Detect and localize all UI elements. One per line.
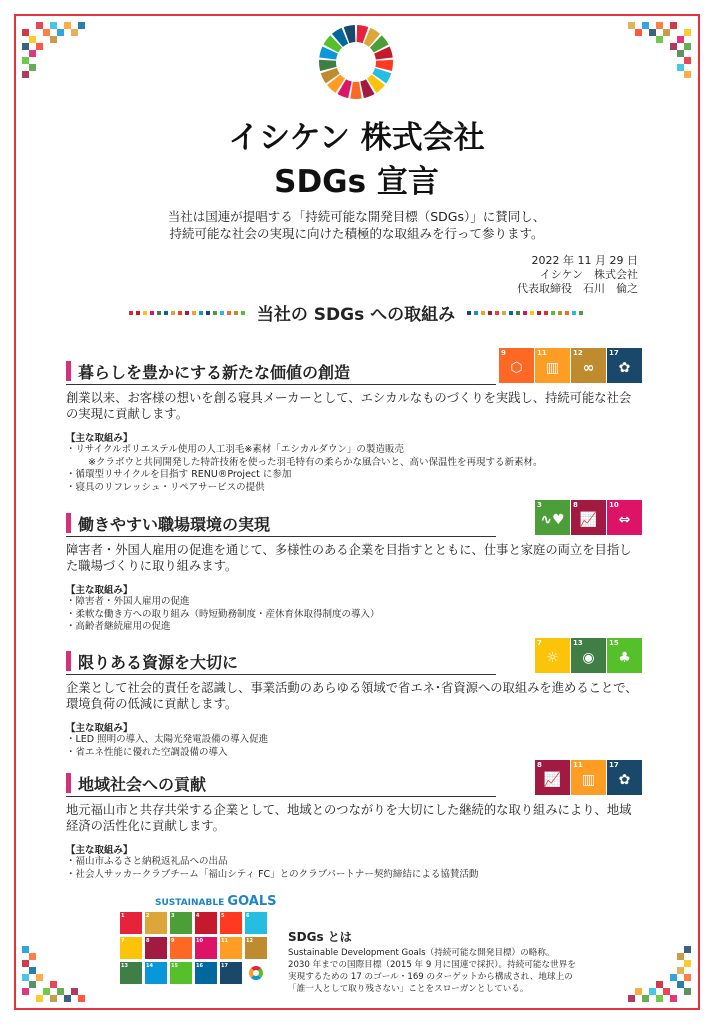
color-square xyxy=(50,981,57,988)
color-square xyxy=(684,988,691,995)
color-square xyxy=(36,43,43,50)
initiative-item: ・循環型リサイクルを目指す RENU®Project に参加 xyxy=(66,469,292,480)
dot xyxy=(129,311,133,315)
sdg-goal-12-icon: 12 xyxy=(245,937,267,959)
corner-decoration xyxy=(16,14,80,78)
dot xyxy=(150,311,154,315)
color-square xyxy=(36,22,43,29)
color-square xyxy=(22,974,29,981)
sdg-goal-5-icon: 5 xyxy=(220,912,242,934)
sdg-goal-10-icon: 10 ⇔ xyxy=(607,500,642,535)
initiative-body: 地元福山市と共存共栄する企業として、地域とのつながりを大切にした継続的な取り組みにより、地域経済の活性化に貢献します。 xyxy=(66,803,632,833)
sdg-goal-2-icon: 2 xyxy=(145,912,167,934)
company-title: イシケン 株式会社 xyxy=(228,120,485,156)
initiative-item: ・省エネ性能に優れた空調設備の導入 xyxy=(66,746,228,758)
initiative-item: ・福山市ふるさと納税返礼品への出品 xyxy=(66,856,228,867)
color-square xyxy=(677,36,684,43)
sdg-goal-11-icon: 11 ▥ xyxy=(571,760,606,795)
color-square xyxy=(635,29,642,36)
sdg-goal-11-icon: 11 xyxy=(220,937,242,959)
color-square xyxy=(36,974,43,981)
color-square xyxy=(71,29,78,36)
main-initiatives-label: 【主な取組み】 xyxy=(66,723,133,734)
color-square xyxy=(649,29,656,36)
dot xyxy=(558,311,562,315)
color-square xyxy=(50,36,57,43)
sdg-goal-9-icon: 9 ⬡ xyxy=(499,348,534,383)
initiative-section xyxy=(66,760,642,881)
color-square xyxy=(22,29,29,36)
initiative-item: ※クラボウと共同開発した特許技術を使った羽毛特有の柔らかな風合いと、高い保温性を再現する新素材。 xyxy=(88,456,543,468)
color-square xyxy=(57,988,64,995)
dot xyxy=(509,311,513,315)
dot xyxy=(241,311,245,315)
color-square xyxy=(57,29,64,36)
main-initiatives-label: 【主な取組み】 xyxy=(66,585,133,596)
sdgs-goals-logo xyxy=(120,894,277,984)
dot xyxy=(213,311,217,315)
dot xyxy=(220,311,224,315)
declaration-title: SDGs 宣言 xyxy=(274,164,439,200)
dot xyxy=(185,311,189,315)
initiative-title: 暮らしを豊かにする新たな価値の創造 xyxy=(78,363,351,382)
intro-text xyxy=(0,208,713,242)
main-initiatives-label: 【主な取組み】 xyxy=(66,433,133,444)
dot xyxy=(544,311,548,315)
color-square xyxy=(684,960,691,967)
color-square xyxy=(22,57,29,64)
dot xyxy=(192,311,196,315)
representative: 代表取締役 石川 倫之 xyxy=(517,282,638,295)
initiative-title: 地域社会への貢献 xyxy=(78,775,207,794)
initiative-body: 障害者・外国人雇用の促進を通じて、多様性のある企業を目指すとともに、仕事と家庭の両立を目指した職場づくりに取り組みます。 xyxy=(66,543,632,573)
color-square xyxy=(22,43,29,50)
initiative-item: ・社会人サッカークラブチーム「福山シティ FC」とのクラブパートナー契約締結による協賛活動 xyxy=(66,868,479,880)
about-sdgs xyxy=(288,928,678,995)
color-square xyxy=(22,988,29,995)
date: 2022 年 11 月 29 日 xyxy=(531,254,638,267)
sdg-goal-9-icon: 9 xyxy=(170,937,192,959)
sdg-goal-15-icon: 15 ♣ xyxy=(607,638,642,673)
heading-underline xyxy=(66,674,496,675)
sdg-goal-1-icon: 1 xyxy=(120,912,142,934)
color-square xyxy=(22,71,29,78)
dot xyxy=(523,311,527,315)
sdg-goal-11-icon: 11 ▥ xyxy=(535,348,570,383)
heading-underline xyxy=(66,384,496,385)
dot xyxy=(474,311,478,315)
sdg-goal-6-icon: 6 xyxy=(245,912,267,934)
color-square xyxy=(670,22,677,29)
sdg-goal-17-icon: 17 ✿ xyxy=(607,760,642,795)
color-square xyxy=(78,22,85,29)
initiative-item: ・寝具のリフレッシュ・リペアサービスの提供 xyxy=(66,481,265,493)
sdg-goal-3-icon: 3 xyxy=(170,912,192,934)
sdg-goal-17-icon: 17 xyxy=(220,962,242,984)
corner-decoration xyxy=(16,946,80,1010)
color-square xyxy=(29,953,36,960)
dot xyxy=(495,311,499,315)
color-square xyxy=(684,71,691,78)
about-line: Sustainable Development Goals（持続可能な開発目標）の略称。 xyxy=(288,948,555,958)
dot xyxy=(537,311,541,315)
dot xyxy=(234,311,238,315)
dot xyxy=(488,311,492,315)
initiative-items xyxy=(66,856,642,881)
color-square xyxy=(50,995,57,1002)
about-line: 2030 年までの国際目標（2015 年 9 月に国連で採択）。持続可能な世界を xyxy=(288,960,576,970)
color-square xyxy=(78,995,85,1002)
dot xyxy=(467,311,471,315)
main-initiatives-label: 【主な取組み】 xyxy=(66,845,133,856)
heading-accent-bar xyxy=(66,773,71,793)
sdg-goal-3-icon: 3 ∿♥ xyxy=(535,500,570,535)
color-square xyxy=(50,22,57,29)
initiative-item: ・障害者・外国人雇用の促進 xyxy=(66,596,190,607)
initiative-item: ・LED 照明の導入、太陽光発電設備の導入促進 xyxy=(66,734,269,745)
dot xyxy=(516,311,520,315)
sdg-goal-4-icon: 4 xyxy=(195,912,217,934)
sdg-goal-13-icon: 13 xyxy=(120,962,142,984)
dot xyxy=(199,311,203,315)
sdgs-wheel-logo xyxy=(316,22,396,102)
dot xyxy=(143,311,147,315)
color-square xyxy=(677,50,684,57)
dot-divider xyxy=(467,311,583,315)
heading-accent-bar xyxy=(66,651,71,671)
initiative-item: ・高齢者継続雇用の促進 xyxy=(66,621,171,632)
dot xyxy=(206,311,210,315)
corner-decoration xyxy=(633,14,697,78)
dot xyxy=(502,311,506,315)
heading-accent-bar xyxy=(66,361,71,381)
color-square xyxy=(29,64,36,71)
sdg-goal-13-icon: 13 ◉ xyxy=(571,638,606,673)
initiative-body: 企業として社会的責任を認識し、事業活動のあらゆる領域で省エネ･省資源への取組みを進めることで、環境負荷の低減に貢献します。 xyxy=(66,681,638,711)
dot xyxy=(164,311,168,315)
sdg-goal-10-icon: 10 xyxy=(195,937,217,959)
sdg-goal-icons xyxy=(535,638,642,673)
color-square xyxy=(628,995,635,1002)
color-square xyxy=(677,953,684,960)
initiative-items xyxy=(66,444,642,494)
sdg-goal-17-icon: 17 ✿ xyxy=(607,348,642,383)
sdg-goal-7-icon: 7 xyxy=(120,937,142,959)
dot xyxy=(157,311,161,315)
color-square xyxy=(677,981,684,988)
dot xyxy=(530,311,534,315)
color-square xyxy=(684,974,691,981)
initiative-items xyxy=(66,596,642,634)
color-square xyxy=(656,36,663,43)
color-square xyxy=(29,967,36,974)
dot xyxy=(565,311,569,315)
color-square xyxy=(36,995,43,1002)
dot xyxy=(227,311,231,315)
dot-divider xyxy=(129,311,245,315)
color-square xyxy=(656,22,663,29)
color-square xyxy=(628,22,635,29)
heading-accent-bar xyxy=(66,513,71,533)
intro-line: 当社は国連が提唱する「持続可能な開発目標（SDGs）」に賛同し、 xyxy=(167,209,546,224)
dot xyxy=(572,311,576,315)
color-square xyxy=(71,988,78,995)
about-title: SDGs とは xyxy=(288,930,352,944)
color-square xyxy=(684,43,691,50)
initiative-section xyxy=(66,638,642,759)
color-square xyxy=(684,57,691,64)
sdg-goal-icons xyxy=(499,348,642,383)
sdgs-wheel-icon xyxy=(245,962,267,984)
color-square xyxy=(677,967,684,974)
sdg-goal-8-icon: 8 xyxy=(145,937,167,959)
color-square xyxy=(677,64,684,71)
sdg-goal-16-icon: 16 xyxy=(195,962,217,984)
color-square xyxy=(22,946,29,953)
color-square xyxy=(43,29,50,36)
sdg-goal-15-icon: 15 xyxy=(170,962,192,984)
color-square xyxy=(29,36,36,43)
dot xyxy=(551,311,555,315)
sdg-goal-14-icon: 14 xyxy=(145,962,167,984)
sdg-goal-icons xyxy=(535,760,642,795)
wheel-segment xyxy=(350,82,361,99)
color-square xyxy=(22,960,29,967)
sdg-goal-7-icon: 7 ☼ xyxy=(535,638,570,673)
color-square xyxy=(663,29,670,36)
initiative-section xyxy=(66,500,642,634)
initiative-body: 創業以来、お客様の想いを創る寝具メーカーとして、エシカルなものづくりを実践し、持続可能な社会の実現に貢献します。 xyxy=(66,391,632,421)
color-square xyxy=(43,988,50,995)
color-square xyxy=(670,43,677,50)
color-square xyxy=(642,22,649,29)
color-square xyxy=(29,981,36,988)
section-heading xyxy=(66,300,646,325)
color-square xyxy=(656,995,663,1002)
company-name: イシケン 株式会社 xyxy=(539,268,638,281)
color-square xyxy=(64,995,71,1002)
dot xyxy=(136,311,140,315)
color-square xyxy=(684,29,691,36)
signature-block xyxy=(517,254,638,296)
initiative-section xyxy=(66,348,642,494)
about-line: 実現するための 17 のゴール・169 のターゲットから構成され、地球上の xyxy=(288,972,573,982)
sdg-goal-12-icon: 12 ∞ xyxy=(571,348,606,383)
initiative-title: 限りある資源を大切に xyxy=(78,653,239,672)
dot xyxy=(178,311,182,315)
dot xyxy=(171,311,175,315)
color-square xyxy=(29,50,36,57)
color-square xyxy=(64,22,71,29)
color-square xyxy=(684,946,691,953)
heading-underline xyxy=(66,536,496,537)
color-square xyxy=(670,995,677,1002)
intro-line: 持続可能な社会の実現に向けた積極的な取組みを行って参ります。 xyxy=(169,226,544,241)
initiative-item: ・柔軟な働き方への取り組み（時短勤務制度・産休育休取得制度の導入） xyxy=(66,608,380,620)
sdg-goal-8-icon: 8 📈 xyxy=(571,500,606,535)
goals-grid xyxy=(120,912,277,984)
sdg-goal-icons xyxy=(535,500,642,535)
initiative-items xyxy=(66,734,642,759)
dot xyxy=(481,311,485,315)
about-line: 「誰一人として取り残さない」ことをスローガンとしている。 xyxy=(288,984,529,994)
heading-underline xyxy=(66,796,496,797)
sdg-goal-8-icon: 8 📈 xyxy=(535,760,570,795)
initiative-title: 働きやすい職場環境の実現 xyxy=(78,515,271,534)
dot xyxy=(579,311,583,315)
initiative-item: ・リサイクルポリエステル使用の人工羽毛※素材「エシカルダウン」の製造販売 xyxy=(66,444,404,455)
section-heading-text: 当社の SDGs への取組み xyxy=(256,305,456,325)
color-square xyxy=(642,995,649,1002)
sustainable-development-goals-logo: SUSTAINABLE GOALS xyxy=(155,894,277,909)
